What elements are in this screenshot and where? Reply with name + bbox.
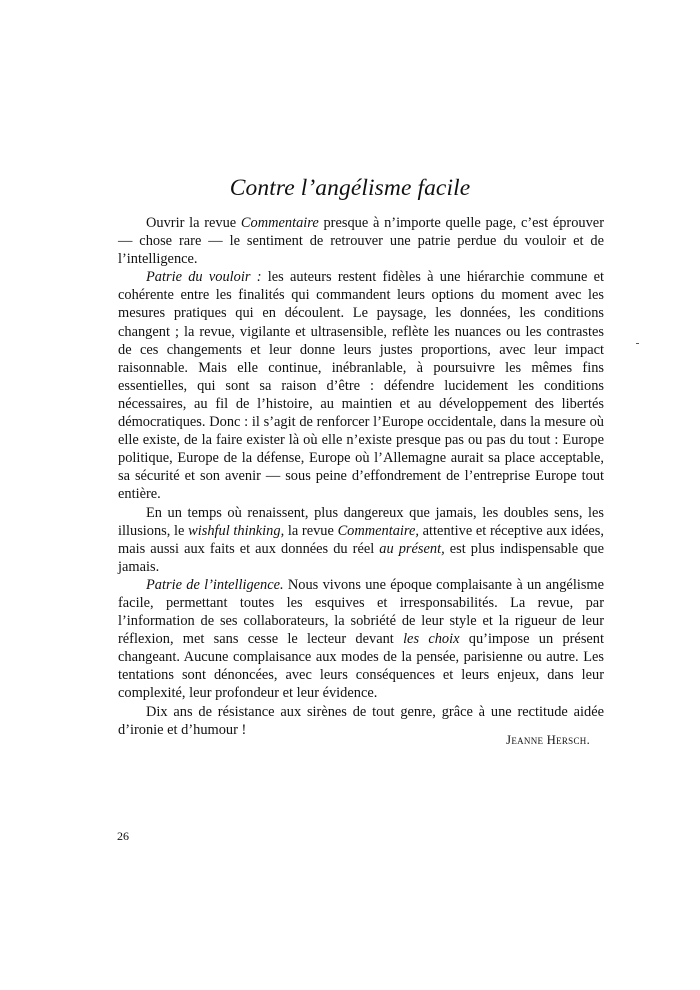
italic-phrase: les choix (403, 631, 460, 648)
text-run: qu’impose un présent changeant. Aucune complaisance aux modes de la pensée, parisienne ou autre. Les tentations sont dénoncées, avec leurs conséquences et leurs enjeux, dans leur complexité, leur profondeur et leur évidence. (118, 631, 604, 702)
paragraph-3 (118, 504, 604, 576)
text-run: est plus indispensable que jamais. (118, 540, 604, 575)
italic-phrase: Patrie du vouloir : (146, 269, 262, 286)
text-run: attentive et réceptive aux idées, mais aussi aux faits et aux données du réel (118, 522, 605, 557)
text-run: En un temps où renaissent, plus dangereux que jamais, les doubles sens, les illusions, le (118, 504, 604, 539)
italic-phrase: Commentaire, (337, 522, 419, 539)
paragraph-1 (118, 214, 604, 268)
paragraph-2 (118, 268, 604, 503)
italic-phrase: Patrie de l’intelligence. (146, 576, 284, 593)
text-run: Ouvrir la revue (146, 215, 241, 231)
article-body (118, 214, 604, 739)
text-run: les auteurs restent fidèles à une hiérarchie commune et cohérente entre les finalités qui commandent leurs options du moment avec les mesures pratiques qui en découlent. Le paysage, les données, les conditions changent ; la revue, vigilante et ultrasensible, reflète les nuances ou les contrastes de ces changements et leur donne leurs justes proportions, avec leur impact raisonnable. Mais elle continue, inébranlable, à poursuivre les mêmes fins essentielles, qui sont sa raison d’être : défendre lucidement les conditions nécessaires, au fil de l’histoire, au maintien et au développement des libertés démocratiques. Donc : il s’agit de renforcer l’Europe occidentale, dans la mesure où elle existe, de la faire exister là où elle n’existe presque pas ou pas du tout : Europe politique, Europe de la défense, Europe où l’Allemagne aurait sa place acceptable, sa sécurité et son avenir — sous peine d’effondrement de l’entreprise Europe tout entière. (118, 269, 604, 503)
text-run: la revue (284, 522, 338, 539)
text-run: presque à n’importe quelle page, c’est éprouver — chose rare — le sentiment de retrouver une patrie perdue du vouloir et de l’intelligence. (118, 215, 604, 268)
italic-phrase: Commentaire (240, 215, 319, 231)
page-number: 26 (117, 829, 129, 843)
italic-phrase: wishful thinking, (188, 522, 285, 539)
article-title: Contre l’angélisme facile (229, 175, 471, 201)
italic-phrase: au présent, (379, 540, 445, 557)
author-signature: Jeanne Hersch. (506, 733, 590, 747)
paragraph-4 (118, 576, 604, 703)
text-run: Dix ans de résistance aux sirènes de tout genre, grâce à une rectitude aidée d’ironie et d’humour ! (118, 703, 604, 738)
margin-mark (636, 343, 639, 344)
text-run: Nous vivons une époque complaisante à un angélisme facile, permettant toutes les esquives et irresponsabilités. La revue, par l’information de ses collaborateurs, la sobriété de leur style et la rigueur de leur réflexion, met sans cesse le lecteur devant (118, 576, 604, 648)
